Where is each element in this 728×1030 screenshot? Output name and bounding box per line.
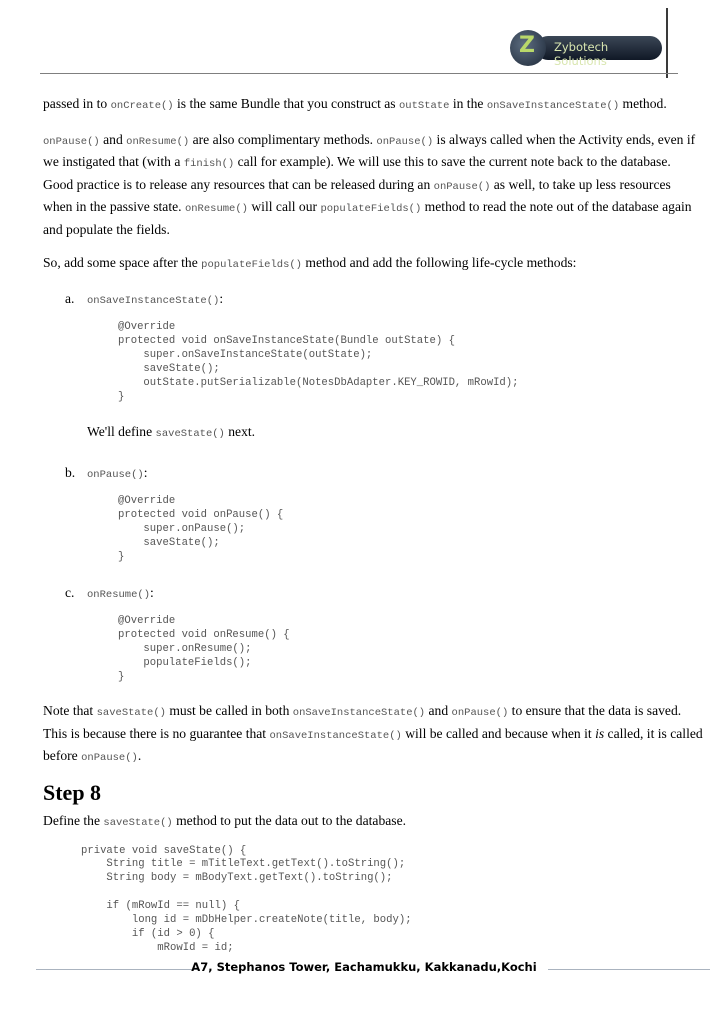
inline-code: onPause() [376,135,434,148]
emphasis: is [595,725,605,741]
inline-code: onPause() [433,180,491,193]
text: must be called in both [165,703,293,718]
text: called, it is called before [43,725,703,763]
paragraph-add-methods [43,253,703,276]
text: call for example). We will use this to save the current note back to the database. Good practice is to release any resources that can be released during an [43,154,671,192]
text: Define the [43,813,104,828]
text: method and add the following life-cycle methods: [302,255,577,270]
logo-text: Zybotech Solutions [554,40,609,68]
inline-code: onPause() [43,135,100,148]
text: : [143,464,148,480]
text: method. [619,96,667,111]
text: So, add some space after the [43,255,202,270]
footer-address: A7, Stephanos Tower, Eachamukku, Kakkanadu,Kochi [191,960,537,974]
text: are also complimentary methods. [189,131,377,147]
inline-code: onSaveInstanceState() [87,294,220,307]
inline-code: onPause() [451,707,509,719]
inline-code: saveState() [155,428,225,441]
inline-code: onPause() [87,468,144,481]
text: will be called and because when it [401,725,596,741]
inline-code: onPause() [81,752,138,764]
logo-mark-letter: Z [519,33,535,58]
code-block-onresume: @Override protected void onResume() { super.onResume(); populateFields(); } [118,615,290,684]
text: method to read the note out of the database again and populate the fields. [43,199,692,237]
header-vertical-rule [666,8,668,78]
text: method to put the data out to the database. [172,813,407,828]
inline-code: onResume() [184,203,248,215]
code-block-onpause: @Override protected void onPause() { super.onPause(); saveState(); } [118,495,284,564]
text: is always called when the Activity ends, even if we instigated that (with a [43,131,696,169]
text: as well, to take up less resources when in the passive state. [43,176,671,214]
inline-code: onResume() [126,135,190,148]
paragraph-step [43,811,703,834]
inline-code: populateFields() [201,259,302,271]
text: will call our [247,199,321,214]
inline-code: finish() [183,158,235,170]
text: . [137,748,142,763]
text: to ensure that the data is saved. This is because there is no guarantee that [43,703,682,741]
code-block-savestate: private void saveState() { String title = mTitleText.getText().toString(); String body = mBodyText.getText().toString(); if (mRowId == null) { long id = mDbHelper.createNote(title, body); if (id > 0) { mRowId = id; [81,844,412,954]
text: : [150,584,154,600]
text: passed in to [43,96,111,111]
list-marker: a. [65,290,75,306]
company-logo [510,30,662,66]
text: Note that [43,703,97,718]
list-marker: b. [65,464,76,480]
inline-code: onSaveInstanceState() [486,100,620,112]
logo-mark-icon [510,30,546,66]
list-item-a [65,289,703,312]
text: We'll define [87,424,156,440]
list-item-b [65,463,703,486]
header-rule [40,73,678,74]
logo-banner [536,36,662,68]
text: and [425,703,452,718]
inline-code: onResume() [87,588,151,601]
text: next. [224,424,256,440]
paragraph-bundle [43,94,703,117]
paragraph-note [43,701,703,769]
inline-code: populateFields() [320,203,422,215]
inline-code: saveState() [103,817,173,829]
paragraph-lifecycle [43,130,703,241]
text: in the [449,96,487,111]
code-block-onsaveinstancestate: @Override protected void onSaveInstanceState(Bundle outState) { super.onSaveInstanceState(outState); saveState(); outState.putSerializable(NotesDbAdapter.KEY_ROWID, mRowId); } [118,321,519,403]
list-marker: c. [65,584,75,600]
text: : [219,290,224,306]
inline-code: saveState() [96,707,166,719]
inline-code: onSaveInstanceState() [269,729,402,742]
list-item-c [65,583,703,606]
text: and [99,131,127,147]
inline-code: onSaveInstanceState() [292,707,426,719]
note-define-savestate [87,422,703,445]
inline-code: onCreate() [110,100,174,112]
text: is the same Bundle that you construct as [173,96,399,111]
document-body [43,94,703,956]
section-heading: Step 8 [43,779,102,805]
inline-code: outState [399,100,450,112]
